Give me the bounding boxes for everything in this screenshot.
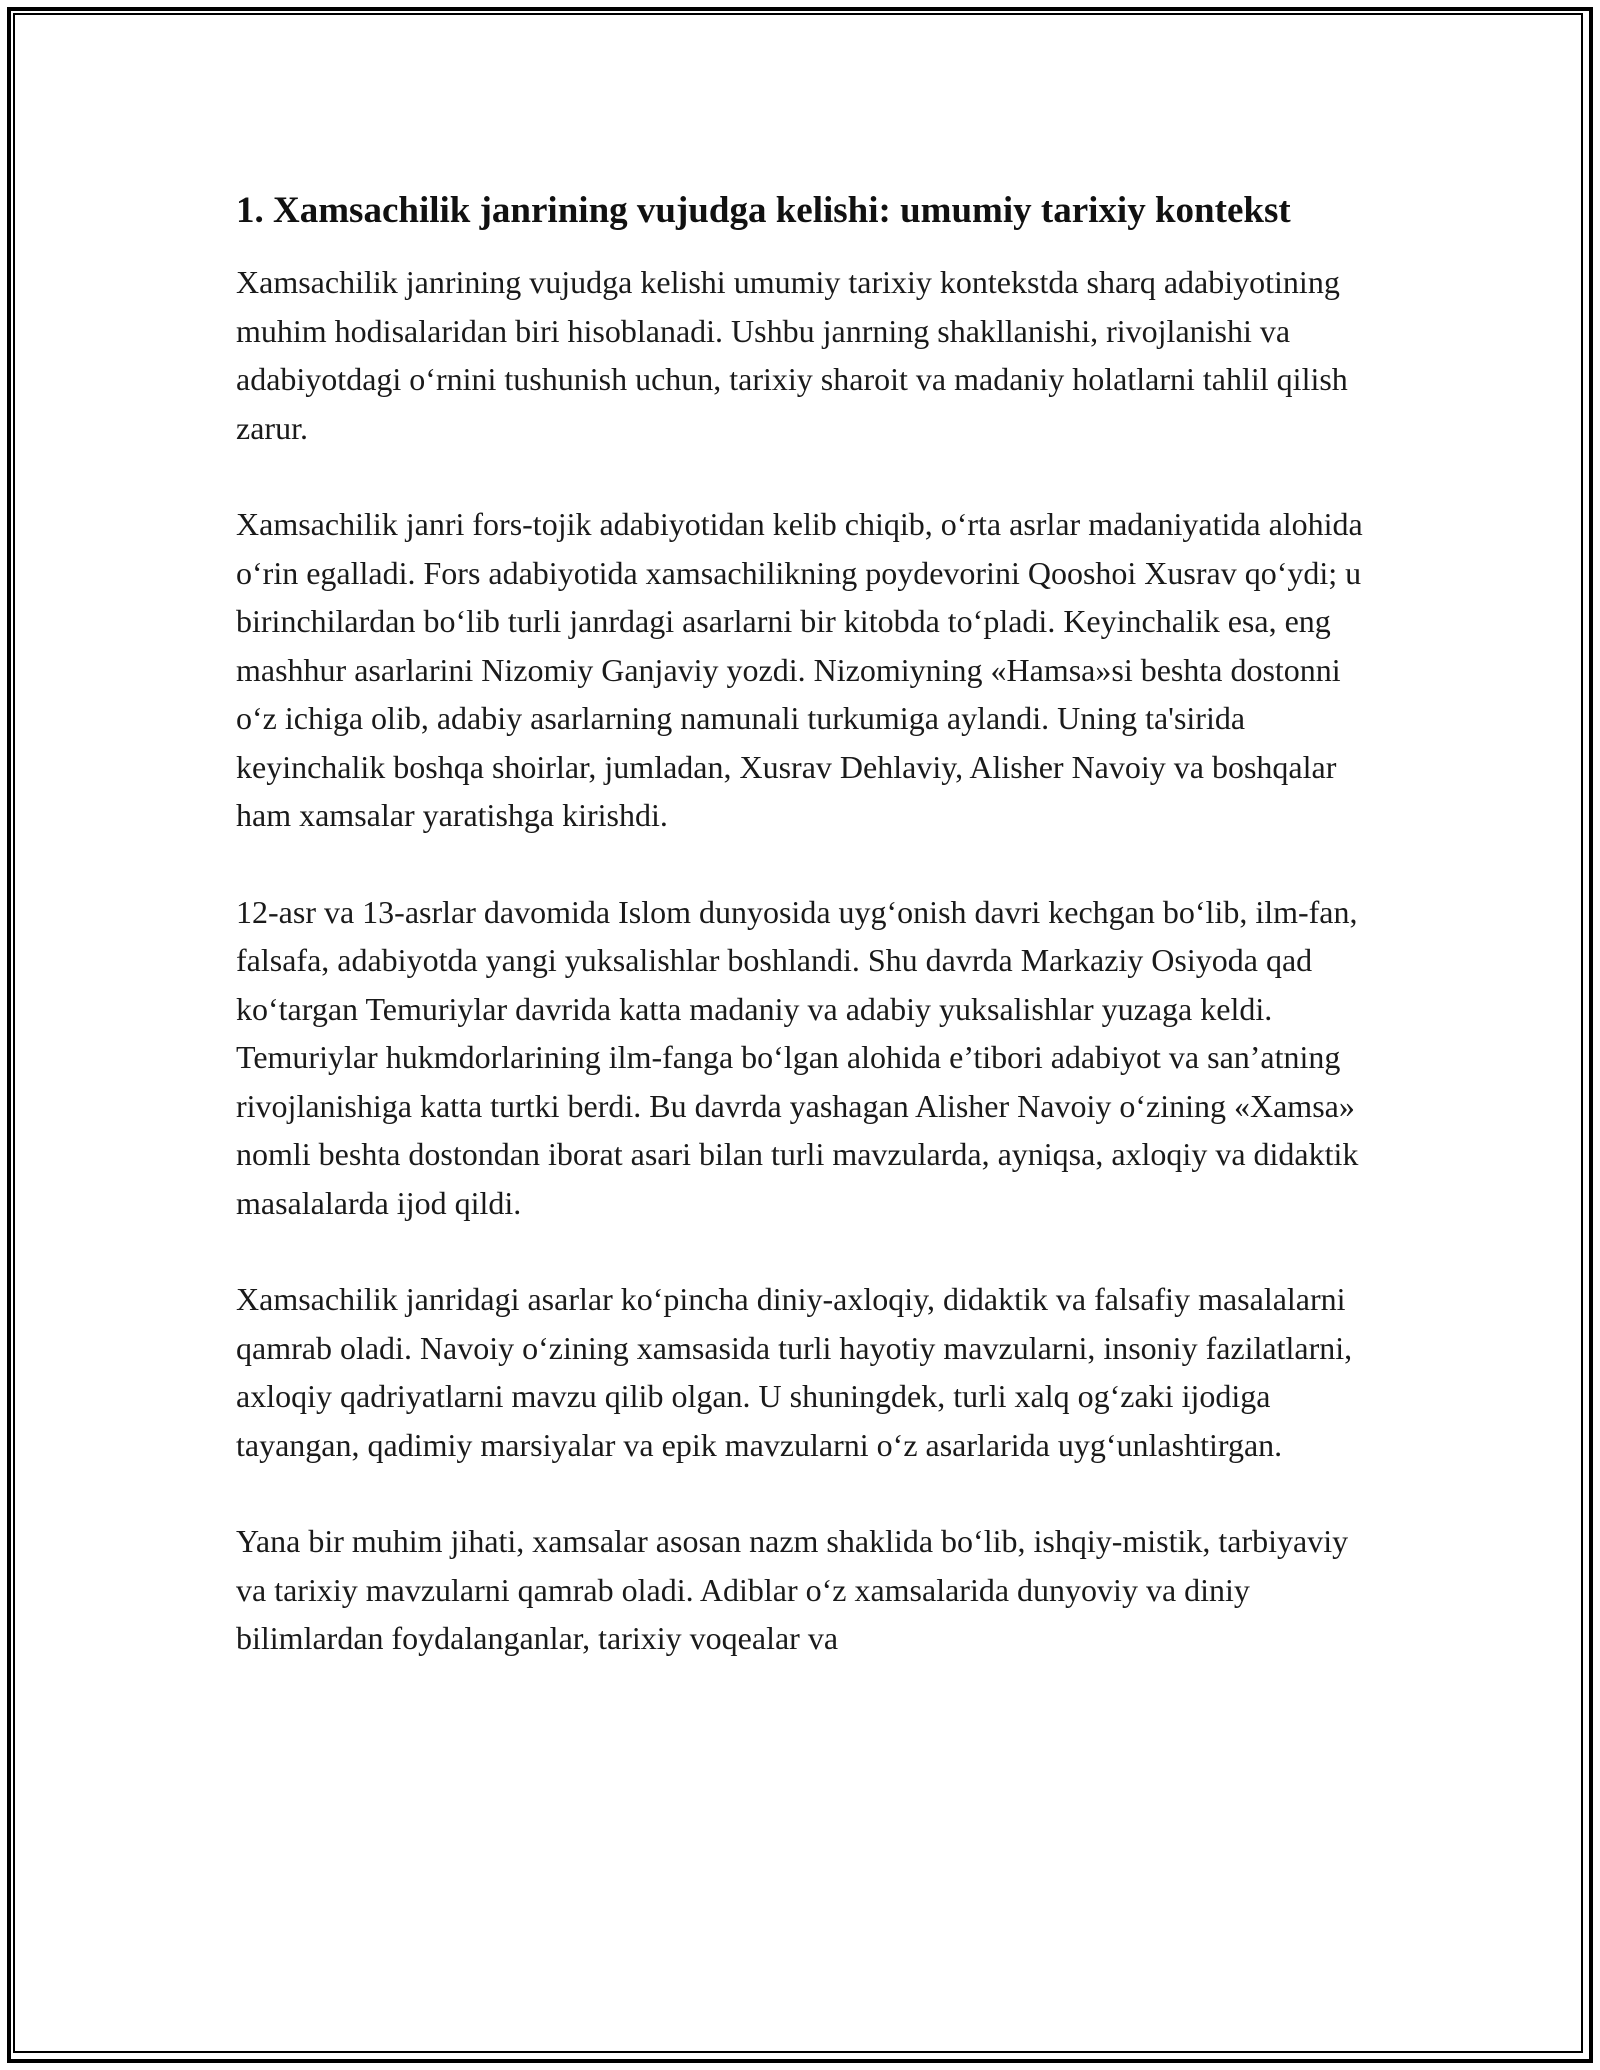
paragraph-timurid-era: 12-asr va 13-asrlar davomida Islom dunyosida uyg‘onish davri kechgan bo‘lib, ilm-fan, falsafa, adabiyotda yangi yuksalishlar boshlandi. Shu davrda Markaziy Osiyoda qad ko‘targan Temuriylar davrida katta madaniy va adabiy yuksalishlar yuzaga keldi. Temuriylar hukmdorlarining ilm-fanga bo‘lgan alohida e’tibori adabiyot va san’atning rivojlanishiga katta turtki berdi. Bu davrda yashagan Alisher Navoiy o‘zining «Xamsa» nomli beshta dostondan iborat asari bilan turli mavzularda, ayniqsa, axloqiy va didaktik masalalarda ijod qildi. (236, 893, 1359, 1221)
paragraph-origins: Xamsachilik janri fors-tojik adabiyotidan kelib chiqib, o‘rta asrlar madaniyatida alohida o‘rin egalladi. Fors adabiyotida xamsachilikning poydevorini Qooshoi Xusrav qo‘ydi; u birinchilardan bo‘lib turli janrdagi asarlarni bir kitobda to‘pladi. Keyinchalik esa, eng mashhur asarlarini Nizomiy Ganjaviy yozdi. Nizomiyning «Hamsa»si beshta dostonni o‘z ichiga olib, adabiy asarlarning namunali turkumiga aylandi. Uning ta'sirida keyinchalik boshqa shoirlar, jumladan, Xusrav Dehlaviy, Alisher Navoiy va boshqalar ham xamsalar yaratishga kirishdi. (236, 506, 1363, 833)
document-body (236, 184, 1366, 1711)
paragraph-themes: Xamsachilik janridagi asarlar ko‘pincha diniy-axloqiy, didaktik va falsafiy masalalarni qamrab oladi. Navoiy o‘zining xamsasida turli hayotiy mavzularni, insoniy fazilatlarni, axloqiy qadriyatlarni mavzu qilib olgan. U shuningdek, turli xalq og‘zaki ijodiga tayangan, qadimiy marsiyalar va epik mavzularni o‘z asarlarida uyg‘unlashtirgan. (236, 1281, 1353, 1463)
paragraph-form: Yana bir muhim jihati, xamsalar asosan nazm shaklida bo‘lib, ishqiy-mistik, tarbiyaviy va tarixiy mavzularni qamrab oladi. Adiblar o‘z xamsalarida dunyoviy va diniy bilimlardan foydalanganlar, tarixiy voqealar va (236, 1523, 1349, 1656)
section-heading: 1. Xamsachilik janrining vujudga kelishi: umumiy tarixiy kontekst (236, 190, 1291, 231)
paragraph-intro: Xamsachilik janrining vujudga kelishi umumiy tarixiy kontekstda sharq adabiyotining muhim hodisalaridan biri hisoblanadi. Ushbu janrning shakllanishi, rivojlanishi va adabiyotdagi o‘rnini tushunish uchun, tarixiy sharoit va madaniy holatlarni tahlil qilish zarur. (236, 264, 1348, 446)
